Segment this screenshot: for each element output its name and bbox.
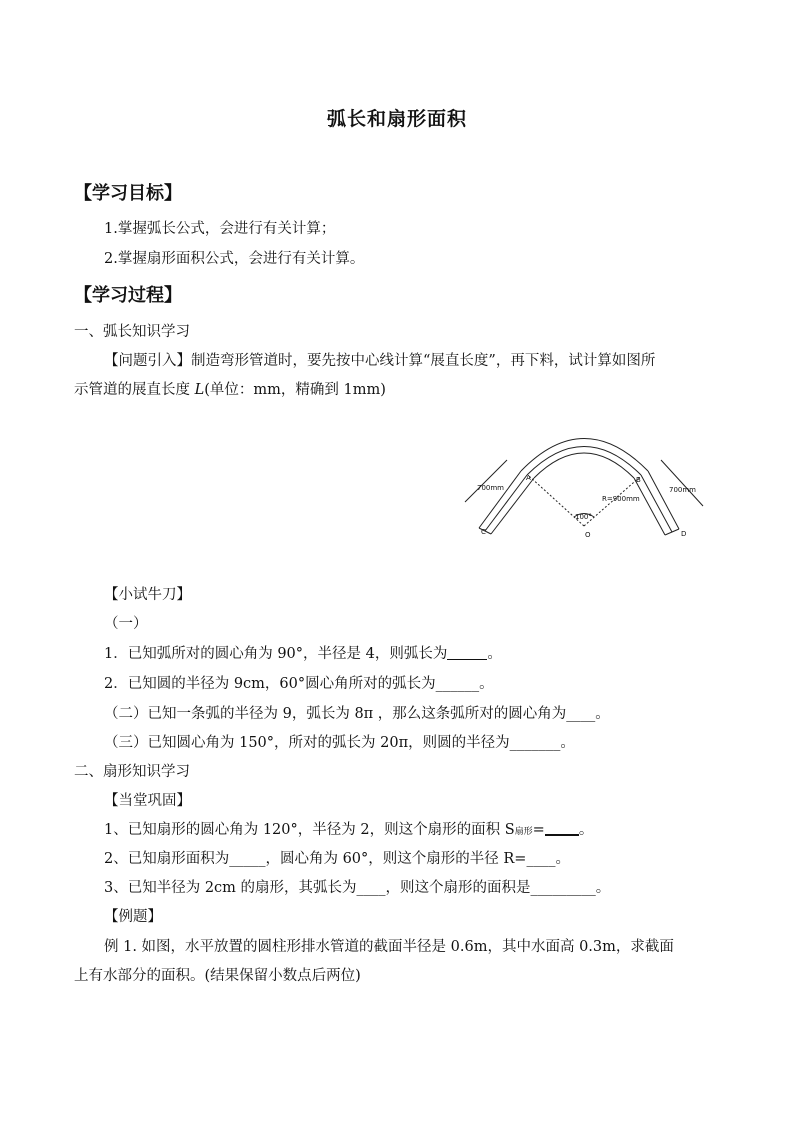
figure-point-a: A xyxy=(526,474,531,482)
problem-intro-line2 xyxy=(74,380,386,400)
process-heading: 【学习过程】 xyxy=(74,285,182,306)
consolidate-heading: 【当堂巩固】 xyxy=(104,793,191,809)
question-1-text: 1．已知弧所对的圆心角为 90°，半径是 4，则弧长为 xyxy=(104,646,448,662)
section1-heading: 一、弧长知识学习 xyxy=(74,324,190,340)
page-title: 弧长和扇形面积 xyxy=(326,108,467,130)
intro-variable: L xyxy=(194,382,205,398)
figure-label-left: 700mm xyxy=(477,484,504,492)
figure-point-d: D xyxy=(681,530,687,538)
pipe-figure xyxy=(455,420,715,550)
question-3: （二）已知一条弧的半径为 9，弧长为 8π ，那么这条弧所对的圆心角为____。 xyxy=(104,706,610,722)
intro-text-a: 示管道的展直长度 xyxy=(74,382,195,398)
question-4: （三）已知圆心角为 150°，所对的弧长为 20π，则圆的半径为_______。 xyxy=(104,735,575,751)
sector-subscript: 扇形 xyxy=(514,827,533,837)
example-line1: 例 1. 如图，水平放置的圆柱形排水管道的截面半径是 0.6m，其中水面高 0.3m，求截面 xyxy=(104,939,674,955)
intro-text-b: (单位：mm，精确到 1mm) xyxy=(204,382,386,398)
figure-point-o: O xyxy=(585,531,591,539)
consolidate-1-text: 1、已知扇形的圆心角为 120°，半径为 2，则这个扇形的面积 S xyxy=(104,822,515,838)
consolidate-1-end: 。 xyxy=(578,822,594,838)
section2-heading: 二、扇形知识学习 xyxy=(74,764,190,780)
consolidate-2: 2、已知扇形面积为_____，圆心角为 60°，则这个扇形的半径 R=____。 xyxy=(104,851,570,867)
consolidate-1 xyxy=(104,820,593,842)
consolidate-1-blank[interactable] xyxy=(545,820,579,836)
practice-heading: 【小试牛刀】 xyxy=(104,587,191,603)
figure-label-radius: R=900mm xyxy=(602,495,640,503)
figure-point-c: C xyxy=(481,528,486,536)
figure-label-right: 700mm xyxy=(669,486,696,494)
question-1-blank[interactable] xyxy=(447,645,487,660)
part1-label: （一） xyxy=(104,616,148,632)
consolidate-1-equals: = xyxy=(532,822,545,838)
question-2: 2．已知圆的半径为 9cm，60°圆心角所对的弧长为______。 xyxy=(104,676,494,692)
figure-point-b: B xyxy=(636,476,641,484)
question-1-end: 。 xyxy=(487,646,502,662)
figure-label-angle: 100° xyxy=(575,513,592,521)
problem-intro-line1: 【问题引入】制造弯形管道时，要先按中心线计算“展直长度”，再下料，试计算如图所 xyxy=(104,353,656,369)
objective-item-2: 2.掌握扇形面积公式，会进行有关计算。 xyxy=(104,251,365,267)
objective-item-1: 1.掌握弧长公式，会进行有关计算； xyxy=(104,221,336,237)
example-heading: 【例题】 xyxy=(104,909,162,925)
consolidate-3: 3、已知半径为 2cm 的扇形，其弧长为____，则这个扇形的面积是_________。 xyxy=(104,880,611,896)
question-1 xyxy=(104,644,502,664)
example-line2: 上有水部分的面积。(结果保留小数点后两位) xyxy=(74,968,361,984)
objectives-heading: 【学习目标】 xyxy=(74,183,182,204)
